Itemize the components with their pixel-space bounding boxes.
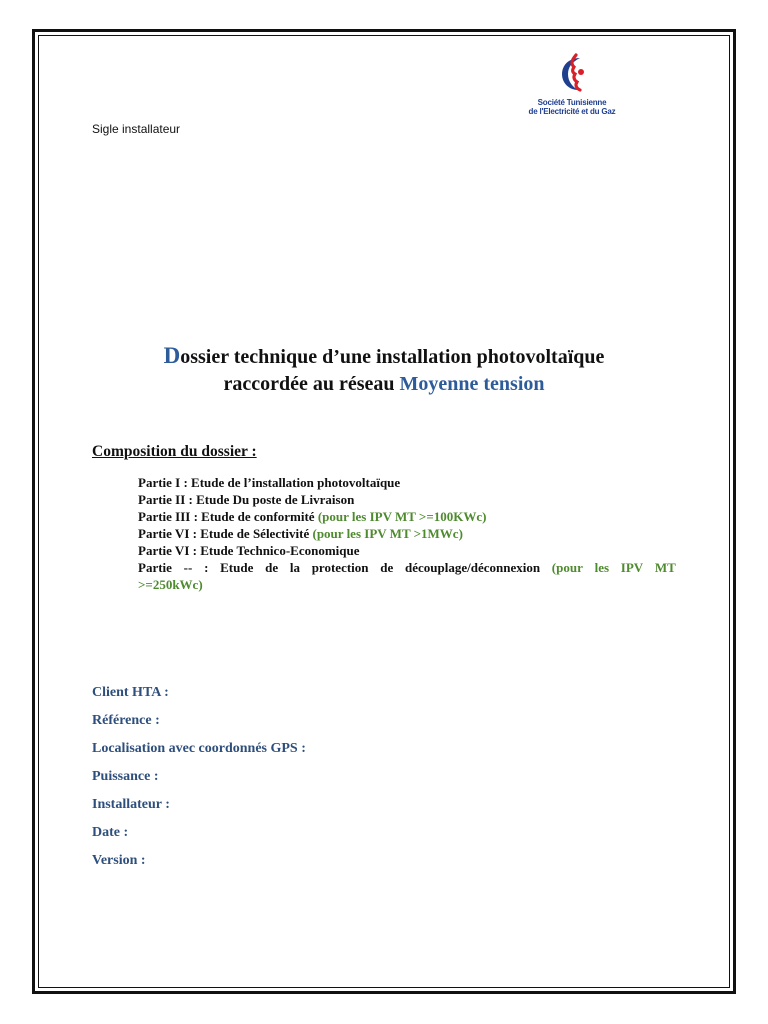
word: -- [183, 560, 193, 575]
title-line-2 [40, 371, 728, 398]
word: de [380, 560, 394, 575]
part-label: Partie VI : Etude de Sélectivité [138, 526, 313, 541]
list-item [138, 491, 676, 508]
part-note: (pour les IPV MT >1MWc) [312, 526, 463, 541]
title-line-1 [40, 342, 728, 371]
word: découplage/déconnexion [404, 560, 541, 575]
field-localisation-gps: Localisation avec coordonnés GPS : [92, 741, 306, 756]
part-label: Partie II : Etude Du poste de Livraison [138, 492, 355, 507]
word: Etude [220, 560, 254, 575]
list-item-justified [138, 559, 676, 576]
word: protection [311, 560, 369, 575]
steg-logo-icon [552, 52, 592, 98]
field-date: Date : [92, 825, 129, 840]
installer-sigle-label: Sigle installateur [92, 122, 181, 136]
note-word: MT [654, 560, 676, 575]
word: : [204, 560, 209, 575]
parts-list [138, 474, 676, 593]
part-label: Partie VI : Etude Technico-Economique [138, 543, 360, 558]
part-label: Partie I : Etude de l’installation photovoltaïque [138, 475, 401, 490]
logo-text-line2: de l'Electricité et du Gaz [528, 107, 616, 116]
note-word: les [594, 560, 610, 575]
field-version: Version : [92, 853, 146, 868]
list-item [138, 525, 676, 542]
field-puissance: Puissance : [92, 769, 159, 784]
word: la [289, 560, 300, 575]
note-word: (pour [551, 560, 583, 575]
list-item [138, 542, 676, 559]
info-fields [92, 684, 306, 880]
part-note: (pour les IPV MT >=100KWc) [317, 509, 487, 524]
composition-heading: Composition du dossier : [92, 443, 257, 460]
part-label: Partie III : Etude de conformité [138, 509, 318, 524]
title-line-1-text: ossier technique d’une installation photovoltaïque [180, 346, 605, 368]
field-installateur: Installateur : [92, 797, 170, 812]
document-title [40, 342, 728, 398]
list-item [138, 508, 676, 525]
title-dropcap: D [163, 343, 181, 368]
word: de [265, 560, 279, 575]
title-accent: Moyenne tension [399, 373, 545, 395]
list-item [138, 474, 676, 491]
word: Partie [138, 560, 172, 575]
list-item-continuation: >=250kWc) [138, 577, 203, 592]
logo-text-line1: Société Tunisienne [537, 98, 607, 107]
title-line-2-text: raccordée au réseau [223, 373, 400, 395]
note-word: IPV [620, 560, 644, 575]
field-client-hta: Client HTA : [92, 685, 169, 700]
steg-logo [528, 52, 616, 130]
field-reference: Référence : [92, 713, 160, 728]
